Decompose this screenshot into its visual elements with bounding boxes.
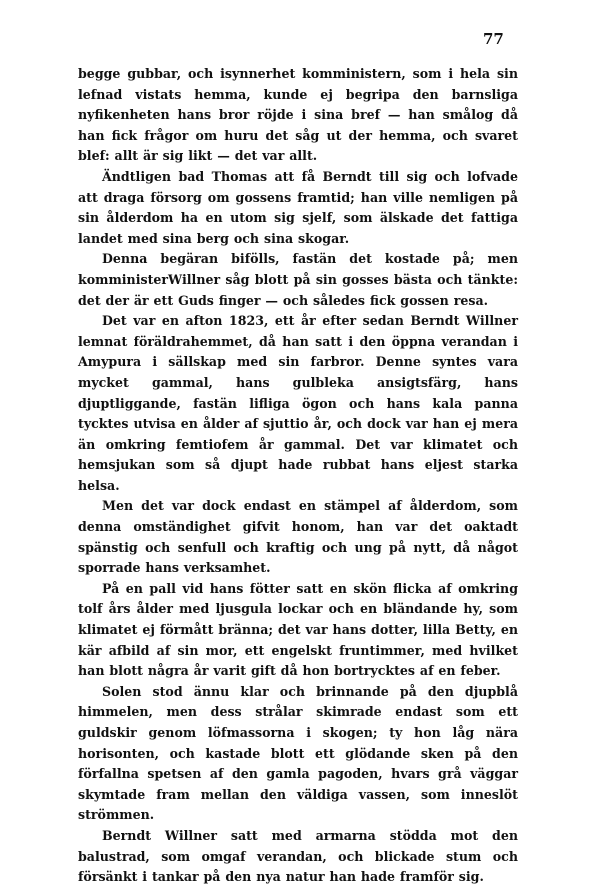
paragraph-5: Men det var dock endast en stämpel af ålderdom, som denna omständighet gifvit honom, han var det oaktadt spänstig och senfull och kraftig och ung på nytt, då något sporrade hans verksamhet. bbox=[78, 498, 518, 576]
paragraph-4: Det var en afton 1823, ett år efter sedan Berndt Willner lemnat föräldrahemmet, då han satt i den öppna verandan i Amypura i sällskap med sin farbror. Denne syntes vara mycket gammal, hans gulbleka ansigtsfärg, hans djuptliggande, fastän lifliga ögon och hans kala panna tycktes utvisa en ålder af sjuttio år, och dock var han ej mera än omkring femtiofem år gammal. Det var klimatet och hemsjukan som så djupt hade rubbat hans eljest starka helsa. bbox=[78, 313, 518, 493]
paragraph-8: Berndt Willner satt med armarna stödda mot den balustrad, som omgaf verandan, och blickade stum och försänkt i tankar på den nya natur han hade framför sig. bbox=[78, 827, 518, 885]
paragraph-1: begge gubbar, och isynnerhet komministern, som i hela sin lefnad vistats hemma, kunde ej begripa den barnsliga nyfikenheten hans bror röjde i sina bref — han smålog då han fick frågor om huru det såg ut der hemma, och svaret blef: allt är sig likt — det var allt. bbox=[78, 66, 518, 164]
paragraph-3: Denna begäran bifölls, fastän det kostade på; men komministerWillner såg blott på sin gosses bästa och tänkte: det der är ett Guds finger — och således fick gossen resa. bbox=[78, 251, 518, 308]
paragraph-2: Ändtligen bad Thomas att få Berndt till sig och lofvade att draga försorg om gossens framtid; han ville nemligen på sin ålderdom ha en utom sig sjelf, som älskade det fattiga landet med sina berg och sina skogar. bbox=[78, 168, 518, 246]
paragraph-6: På en pall vid hans fötter satt en skön flicka af omkring tolf års ålder med ljusgula lockar och en bländande hy, som klimatet ej förmått bränna; det var hans dotter, lilla Betty, en kär afbild af sin mor, ett engelskt fruntimmer, med hvilket han blott några år varit gift då hon bortrycktes af en feber. bbox=[78, 580, 518, 679]
body-text bbox=[78, 64, 518, 888]
page-number: 77 bbox=[483, 30, 504, 48]
paragraph-7: Solen stod ännu klar och brinnande på den djupblå himmelen, men dess strålar skimrade endast som ett guldskir genom löfmassorna i skogen; ty hon låg nära horisonten, och kastade blott ett glödande sken på den förfallna spetsen af den gamla pagoden, hvars grå väggar skymtade fram mellan den väldiga vassen, som inneslöt strömmen. bbox=[78, 683, 518, 823]
